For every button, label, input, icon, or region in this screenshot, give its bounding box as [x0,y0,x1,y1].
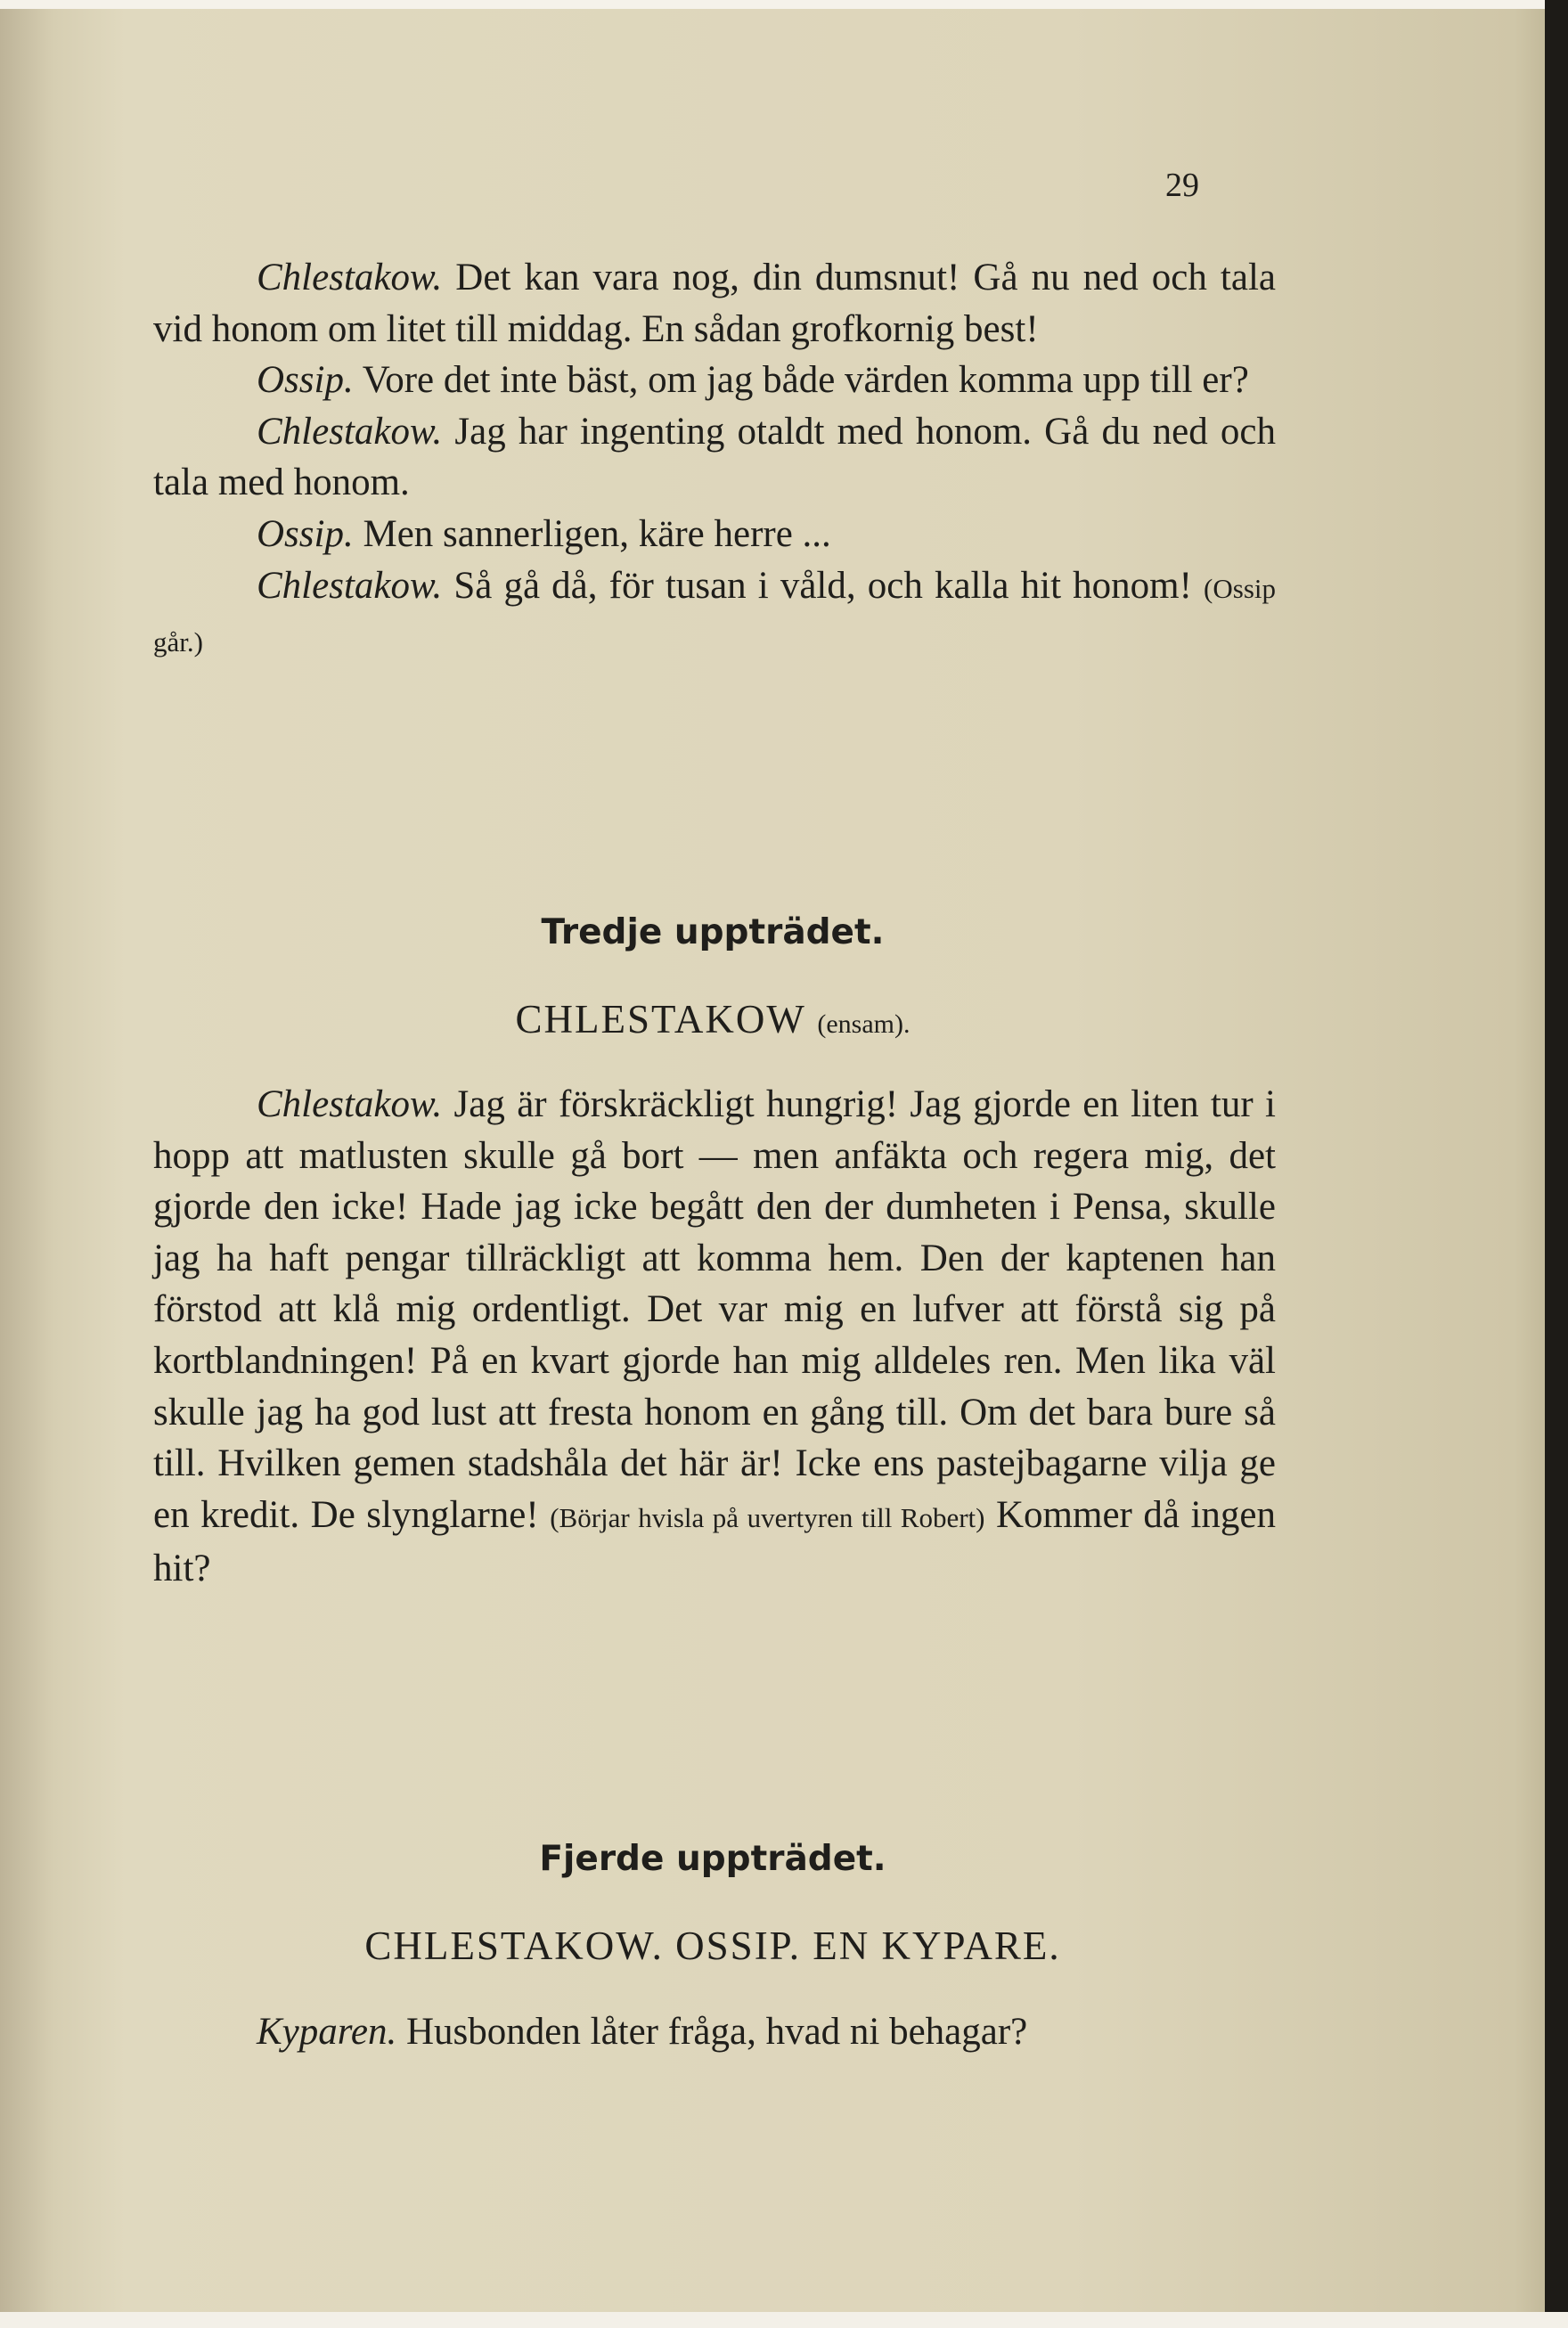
dialogue-line [153,1079,1276,1595]
dialogue-text: Så gå då, för tusan i våld, och kalla hit honom! [442,564,1205,607]
scan-top-edge [0,0,1568,9]
dialogue-line [153,406,1276,509]
dialogue-line [153,509,1276,560]
speaker-name: Kyparen. [257,2011,397,2053]
stage-direction: (Ossip går.) [153,572,1276,658]
speaker-name: Ossip. [257,512,354,555]
book-spine-edge [1545,0,1568,2328]
scene-heading-4: Fjerde uppträdet. [539,1839,886,1879]
dialogue-block-3 [153,1079,1276,1595]
dialogue-text: Jag har ingenting otaldt med honom. Gå du ned och tala med honom. [153,410,1276,504]
dialogue-line [153,252,1276,355]
cast-names: CHLESTAKOW [515,997,806,1041]
dialogue-block-4 [153,2006,1276,2058]
speaker-name: Chlestakow. [257,410,443,453]
dialogue-text: Husbonden låter fråga, hvad ni behagar? [396,2011,1028,2053]
dialogue-line [153,2006,1276,2058]
scene-heading-3: Tredje uppträdet. [541,912,885,952]
dialogue-text: Jag är förskräckligt hungrig! Jag gjorde en liten tur i hopp att matlusten skulle gå bort — men anfäkta och regera mig, det gjorde den icke! Hade jag icke begått den der dumheten i Pensa, skulle jag ha haft pengar tillräckligt att komma hem. Den der kaptenen han förstod att klå mig ordentligt. Det var mig en lufver att förstå sig på kortblandningen! På en kvart gjorde han mig alldeles ren. Men lika väl skulle jag ha god lust att fresta honom en gång till. Om det bara bure så till. Hvilken gemen stadshåla det här är! Icke ens pastejbagarne vilja ge en kredit. De slynglarne! [153,1083,1276,1536]
dialogue-text: Vore det inte bäst, om jag både värden komma upp till er? [353,359,1249,402]
cast-list-3 [0,996,1425,1042]
speaker-name: Chlestakow. [257,257,443,298]
dialogue-text: Det kan vara nog, din dumsnut! Gå nu ned och tala vid honom om litet till middag. En sådan grofkornig best! [153,257,1276,350]
dialogue-line [153,560,1276,668]
dialogue-line [153,355,1276,406]
speaker-name: Chlestakow. [257,564,443,607]
dialogue-text: Kommer då ingen hit? [153,1493,1276,1590]
dialogue-block-1 [153,252,1276,668]
stage-direction: (Börjar hvisla på uvertyren till Robert) [550,1501,985,1533]
scan-bottom-edge [0,2312,1568,2328]
dialogue-text: Men sannerligen, käre herre ... [353,512,831,555]
cast-list-4: CHLESTAKOW. OSSIP. EN KYPARE. [364,1924,1061,1968]
cast-note: (ensam). [817,1009,911,1039]
speaker-name: Chlestakow. [257,1083,443,1125]
page-number: 29 [1165,167,1199,204]
speaker-name: Ossip. [257,359,354,402]
